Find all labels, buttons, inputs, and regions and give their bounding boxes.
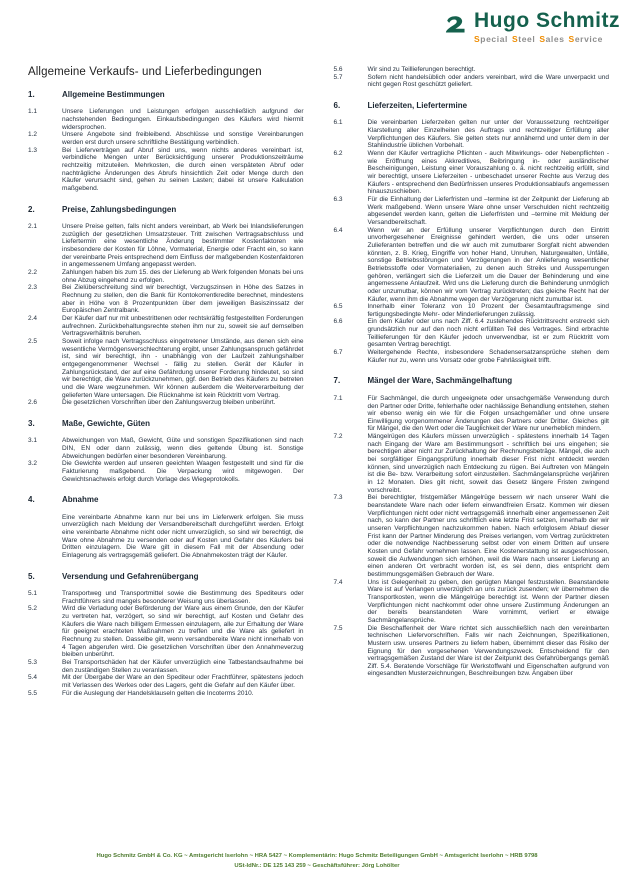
clause-item [334,318,610,349]
clause-number: 7.2 [333,433,343,441]
clause-text: Transportweg und Transportmittel sowie die Bestimmung des Spediteurs oder Frachtführers sind mangels besonderer Weisung uns überlassen. [62,590,304,605]
clause-text: Die vereinbarten Lieferzeiten gelten nur unter der Voraussetzung rechtzeitiger Klarstellung aller Einzelheiten des Auftrags und rechtzeitiger Erfüllung aller Verpflichtungen des Käufers. Sie gelten stets nur annähernd und unter dem in der Stahlindustrie üblichen Vorbehalt. [367,119,609,150]
clause-item [334,303,610,318]
clause-item [334,579,610,625]
clause-item [334,227,610,304]
clause-item [334,196,610,227]
clause-item [334,66,610,74]
clause-text: Bei berechtigter, fristgemäßer Mängelrüge bessern wir nach unserer Wahl die beanstandete Ware nach oder liefern einwandfreien Ersatz. Kommen wir diesen Verpflichtungen nicht oder nicht vertragsgemäß innerhalb einer angemessenen Zeit nach, so kann der Partner uns schriftlich eine letzte Frist setzen, innerhalb der wir unseren Verpflichtungen nachzukommen haben. Nach erfolglosem Ablauf dieser Frist kann der Partner Minderung des Preises verlangen, vom Vertrag zurücktreten oder die notwendige Nachbesserung selbst oder von einem Dritten auf unsere Kosten und Gefahr vornehmen lassen. Eine Kostenerstattung ist ausgeschlossen, soweit die Aufwendungen sich erhöhen, weil die Ware nach unserer Lieferung an einen anderen Ort verbracht worden ist, es sei denn, dies entspricht dem bestimmungsgemäßen Gebrauch der Ware. [367,494,609,578]
clause-item [334,150,610,196]
footer-tax-line: USt-IdNr.: DE 125 143 259 ~ Geschäftsführer: Jörg Lohölter [234,863,400,870]
section-heading [28,90,304,99]
clause-item [28,659,304,674]
clause-item [28,437,304,460]
logo-text [474,10,620,44]
section-heading [28,205,304,214]
clause-number: 5.5 [28,689,38,697]
clause-number: 3. [28,418,35,428]
clause-item [28,399,304,407]
section-heading [28,495,304,504]
clause-text: Für Sachmängel, die durch ungeeignete oder unsachgemäße Verwendung durch den Partner oder Dritte, fehlerhafte oder nachlässige Behandlung entstehen, stehen wir ebenso wenig ein wie für die Folgen unsachgemäßer und ohne unsere Einwilligung vorgenommener Änderungen des Partners oder Dritter. Gleiches gilt für Mängel, die den Wert oder die Tauglichkeit der Ware nur unerheblich mindern. [367,394,609,433]
clause-text: Wenn wir an der Erfüllung unserer Verpflichtungen durch den Eintritt unvorhergesehener Ereignisse gehindert werden, die uns oder unseren Zulieferanten betreffen und die wir auch mit zumutbarer Sorgfalt nicht abwenden könnten, z. B. Krieg, Eingriffe von hoher Hand, Unruhen, Naturgewalten, Unfälle, sonstige Betriebsstörungen und Verzögerungen in der Anlieferung wesentlicher Betriebsstoffe oder Vormaterialien, zu denen auch Streiks und Aussperrungen gehören, verlängert sich die Lieferzeit um die Dauer der Behinderung und eine angemessene Anlaufzeit. Wird uns die Lieferung durch die Behinderung unmöglich oder unzumutbar, können wir vom Vertrag zurücktreten; das gleiche Recht hat der Käufer, wenn ihm die Abnahme wegen der Verzögerung nicht zumutbar ist. [367,226,609,303]
clause-number: 7.5 [333,624,343,632]
clause-item [28,131,304,146]
clause-item [28,590,304,605]
page-title: Allgemeine Verkaufs- und Lieferbedingungen [28,66,262,78]
section-title: Versendung und Gefahrenübergang [62,571,199,581]
clause-text: Soweit infolge nach Vertragsschluss eingetretener Umstände, aus denen sich eine wesentliche Vermögensverschlechterung ergibt, unser Zahlungsanspruch gefährdet ist, sind wir berechtigt, ihn - unabhängig von der Laufzeit zahlungshalber entgegengenommener Wechsel - fällig zu stellen. Gerät der Käufer in Zahlungsrückstand, der auf eine Gefährdung unserer Forderung hindeutet, so sind wir berechtigt, die Ware zurückzunehmen, ggf. den Betrieb des Käufers zu betreten und die Ware wegzunehmen. Wir können außerdem die Weiterverarbeitung der gelieferten Ware untersagen. Die Rücknahme ist kein Rücktritt vom Vertrag. [62,337,304,399]
logo-swoosh-icon [442,13,468,44]
clause-number: 6.3 [333,195,343,203]
tagline-word: Steel [511,34,536,44]
clause-text: Uns ist Gelegenheit zu geben, den gerügten Mangel festzustellen. Beanstandete Ware ist auf Verlangen unverzüglich an uns zurück zusenden; wir übernehmen die Transportkosten, wenn die Mängelrüge berechtigt ist. Wenn der Partner diesen Verpflichtungen nicht nachkommt oder ohne unsere Zustimmung Änderungen an der bereits beanstandeten Ware vornimmt, verliert er etwaige Sachmängelansprüche. [367,578,609,624]
clause-number: 5.4 [28,674,38,682]
clause-text: Bei Lieferverträgen auf Abruf sind uns, wenn nichts anderes vereinbart ist, verbindliche Mengen unter Berücksichtigung unserer Produktionszeiträume rechtzeitig mitzuteilen. Mehrkosten, die durch einen verspäteten Abruf oder nachträgliche Änderungen des Abrufs hinsichtlich Zeit oder Menge durch den Käufer verursacht sind, gehen zu seinen Lasten; dabei ist unsere Kalkulation maßgebend. [62,146,304,192]
clause-item [334,494,610,578]
section-heading [334,376,610,385]
section-title: Maße, Gewichte, Güten [62,418,151,428]
clause-number: 2.2 [28,269,38,277]
clause-item [28,514,304,560]
clause-number: 7.4 [333,578,343,586]
company-tagline [474,34,607,44]
clause-item [334,119,610,150]
column-left [28,90,304,697]
clause-text: Der Käufer darf nur mit unbestrittenen oder rechtskräftig festgestellten Forderungen aufrechnen. Zurückbehaltungsrechte stehen ihm nur zu, soweit sie auf demselben Vertragsverhältnis beruhen. [62,314,304,338]
clause-text: Mängelrügen des Käufers müssen unverzüglich - spätestens innerhalb 14 Tagen nach Eingang der Ware am Bestimmungsort - schriftlich bei uns eingehen; sie berechtigen aber nicht zur Zurückhaltung der Rechnungsbeträge. Mängel, die auch bei sorgfältiger Eingangsprüfung innerhalb dieser Frist nicht entdeckt werden können, sind unverzüglich nach Entdeckung zu rügen. Bei Auftreten von Mängeln ist die Be- bzw. Verarbeitung sofort einzustellen. Sachmängelansprüche verjähren in 12 Monaten. Dies gilt nicht, soweit das Gesetz längere Fristen zwingend vorschreibt. [367,433,609,494]
clause-text: Bei Transportschäden hat der Käufer unverzüglich eine Tatbestandsaufnahme bei den zuständigen Stellen zu veranlassen. [62,658,304,674]
company-name: Hugo Schmitz [474,9,620,32]
clause-item [28,284,304,315]
clause-item [334,395,610,433]
tagline-word: Service [568,34,604,44]
clause-item [334,349,610,364]
clause-number: 2.1 [28,223,38,231]
clause-number: 6.1 [333,119,343,127]
clause-text: Wenn der Käufer vertragliche Pflichten - auch Mitwirkungs- oder Nebenpflichten - wie Eröffnung eines Akkreditives, Beibringung in- oder ausländischer Bescheinigungen, Leistung einer Vorauszahlung o. ä. nicht rechtzeitig erfüllt, sind wir berechtigt, unsere Lieferzeiten - unbeschadet unserer Rechte aus Verzug des Käufers - entsprechend den Bedürfnissen unseres Produktionsablaufs angemessen hinauszuschieben. [367,150,609,196]
clause-item [334,625,610,679]
clause-number: 3.1 [28,437,38,445]
clause-number: 5.1 [28,590,38,598]
clause-text: Ein dem Käufer oder uns nach Ziff. 6.4 zustehendes Rücktrittsrecht erstreckt sich grundsätzlich nur auf den noch nicht erfüllten Teil des Vertrages. Sind erbrachte Teillieferungen für den Käufer jedoch unverwendbar, ist er zum Rücktritt vom gesamten Vertrag berechtigt. [367,318,609,349]
clause-number: 2.4 [28,314,38,322]
clause-text: Unsere Angebote sind freibleibend. Abschlüsse und sonstige Vereinbarungen werden erst durch unsere schriftliche Bestätigung verbindlich. [62,131,304,147]
clause-number: 5.2 [28,605,38,613]
clause-number: 2. [28,204,35,214]
clause-text: Für die Einhaltung der Lieferfristen und –termine ist der Zeitpunkt der Lieferung ab Werk maßgebend. Wenn unsere Ware ohne unser Verschulden nicht rechtzeitig abgesendet werden kann, gelten die Lieferfristen und –termine mit Meldung der Versandbereitschaft. [367,195,609,226]
clause-item [28,338,304,399]
section-heading [28,572,304,581]
right-column-wrap [334,66,610,697]
clause-number: 4. [28,495,35,505]
clause-number: 6. [333,100,341,110]
clause-number: 5. [28,571,35,581]
clause-item [28,315,304,338]
clause-text: Die gesetzlichen Vorschriften über den Zahlungsverzug bleiben unberührt. [62,399,276,407]
clause-text: Die Beschaffenheit der Ware richtet sich ausschließlich nach den vereinbarten technischen Liefervorschriften. Falls wir nach Zeichnungen, Spezifikationen, Mustern usw. unseres Partners zu liefern haben, übernimmt dieser das Risiko der Eignung für den vorgesehenen Verwendungszweck. Entscheidend für den vertragsgemäßen Zustand der Ware ist der Zeitpunkt des Gefahrübergangs gemäß Ziff. 5.4. Beratende Vorschläge für Werkstoffwahl und Eigenschaften aufgrund von eingesandten Musterzeichnungen, Beschreibungen bzw. Angaben über [367,624,609,678]
clause-text: Die Gewichte werden auf unseren geeichten Waagen festgestellt und sind für die Fakturierung maßgebend. Die Verpackung wird mitgewogen. Der Gewichtsnachweis erfolgt durch Vorlage des Wiegeprotokolls. [62,460,304,483]
clause-number: 1. [28,90,35,99]
clause-item [28,460,304,483]
clause-item [28,674,304,689]
clause-text: Abweichungen von Maß, Gewicht, Güte und sonstigen Spezifikationen sind nach DIN, EN oder dann zulässig, wenn dies geltende Übung ist. Sonstige Abweichungen bedürfen einer besonderen Vereinbarung. [62,437,304,460]
clause-item [28,690,304,698]
clause-text: Wir sind zu Teillieferungen berechtigt. [367,66,476,73]
clause-number: 6.6 [333,318,343,326]
company-logo [442,10,620,46]
clause-text: Mit der Übergabe der Ware an den Spediteur oder Frachtführer, spätestens jedoch mit Verlassen des Werkes oder des Lagers, geht die Gefahr auf den Käufer über. [62,674,304,689]
section-heading [334,101,610,110]
clause-number: 7.1 [333,394,343,402]
clause-number: 5.7 [333,73,343,81]
section-title: Mängel der Ware, Sachmängelhaftung [367,376,513,386]
clause-text: Unsere Preise gelten, falls nicht anders vereinbart, ab Werk bei Inlandslieferungen zuzüglich der gesetzlichen Umsatzsteuer. Tritt zwischen Vertragsabschluss und Liefertermin eine wesentliche Änderung bestimmter Kostenfaktoren wie insbesondere der Kosten für Löhne, Vormaterial, Energie oder Fracht ein, so kann der vereinbarte Preis entsprechend dem Einfluss der maßgebenden Kostenfaktoren in angemessenem Umfang angepasst werden. [62,223,304,269]
clause-number: 1.3 [28,146,38,154]
clause-number: 1.2 [28,131,38,139]
clause-number: 2.5 [28,337,38,345]
clause-number: 7. [333,376,341,386]
clause-number: 2.6 [28,399,38,407]
tagline-word: Sales [539,34,565,44]
clause-item [334,74,610,89]
clause-number: 1.1 [28,108,38,116]
clause-number: 6.2 [333,150,343,158]
page-footer [0,853,634,874]
section-title: Lieferzeiten, Liefertermine [367,100,468,110]
tagline-word: Special [474,34,508,44]
clause-text: Bei Zielüberschreitung sind wir berechtigt, Verzugszinsen in Höhe des Satzes in Rechnung zu stellen, den die Bank für Kontokorrentkredite berechnet, mindestens aber in Höhe von 8 Prozentpunkten über dem jeweiligen Basiszinssatz der Europäischen Zentralbank. [62,284,304,315]
section-heading [28,419,304,428]
clause-text: Innerhalb einer Toleranz von 10 Prozent der Gesamtauftragsmenge sind fertigungsbedingte Mehr- oder Minderlieferungen zulässig. [367,303,609,318]
document-body [0,46,634,697]
footer-company-line: Hugo Schmitz GmbH & Co. KG ~ Amtsgericht Iserlohn ~ HRA 5427 ~ Komplementärin: Hugo Schmitz Beteiligungen GmbH ~ Amtsgericht Iserlohn ~ HRB 9798 [96,853,538,859]
clause-text: Sofern nicht handelsüblich oder anders vereinbart, wird die Ware unverpackt und nicht gegen Rost geschützt geliefert. [367,73,609,89]
clause-text: Eine vereinbarte Abnahme kann nur bei uns im Lieferwerk erfolgen. Sie muss unverzüglich nach Meldung der Versandbereitschaft durchgeführt werden. Erfolgt eine vereinbarte Abnahme nicht oder nicht unverzüglich, so sind wir berechtigt, die Ware ohne Abnahme zu versenden oder auf Kosten und Gefahr des Käufers bei Dritten einzulagern. Die Ware gilt in diesem Fall mit der Absendung oder Einlagerung als vertragsgemäß geliefert. Die Abnahmekosten trägt der Käufer. [62,513,304,559]
left-column-wrap [28,66,304,697]
section-title: Allgemeine Bestimmungen [62,90,165,99]
section-title: Abnahme [62,495,99,505]
clause-item [28,147,304,193]
column-right [334,66,610,678]
clause-item [28,269,304,284]
clause-item [334,433,610,494]
clause-item [28,108,304,131]
clause-text: Für die Auslegung der Handelsklauseln gelten die Incoterms 2010. [62,689,254,697]
clause-number: 3.2 [28,460,38,468]
clause-number: 7.3 [333,494,343,502]
clause-item [28,223,304,269]
clause-text: Weitergehende Rechte, insbesondere Schadensersatzansprüche stehen dem Käufer nur zu, wenn uns Vorsatz oder grobe Fahrlässigkeit trifft. [367,349,609,364]
clause-number: 6.5 [333,303,343,311]
clause-text: Wird die Verladung oder Beförderung der Ware aus einem Grunde, den der Käufer zu vertreten hat, verzögert, so sind wir berechtigt, auf Kosten und Gefahr des Käufers die Ware nach billigem Ermessen einzulagern, alle zur Erhaltung der Ware für geeignet erachteten Maßnahmen zu treffen und die Ware als geliefert in Rechnung zu stellen. Dasselbe gilt, wenn versandbereite Ware nicht innerhalb von 4 Tagen abgerufen wird. Die gesetzlichen Vorschriften über den Annahmeverzug bleiben unberührt. [62,605,304,659]
clause-number: 6.7 [333,349,343,357]
clause-item [28,605,304,659]
clause-number: 2.3 [28,284,38,292]
clause-number: 6.4 [333,226,343,234]
clause-text: Zahlungen haben bis zum 15. des der Lieferung ab Werk folgenden Monats bei uns ohne Abzug eingehend zu erfolgen. [62,269,304,284]
clause-number: 5.6 [333,66,343,73]
clause-text: Unsere Lieferungen und Leistungen erfolgen ausschließlich aufgrund der nachstehenden Bedingungen. Einkaufsbedingungen des Käufers wird hiermit widersprochen. [62,108,304,131]
section-title: Preise, Zahlungsbedingungen [62,204,177,214]
page-header [0,0,634,46]
clause-number: 5.3 [28,658,38,666]
